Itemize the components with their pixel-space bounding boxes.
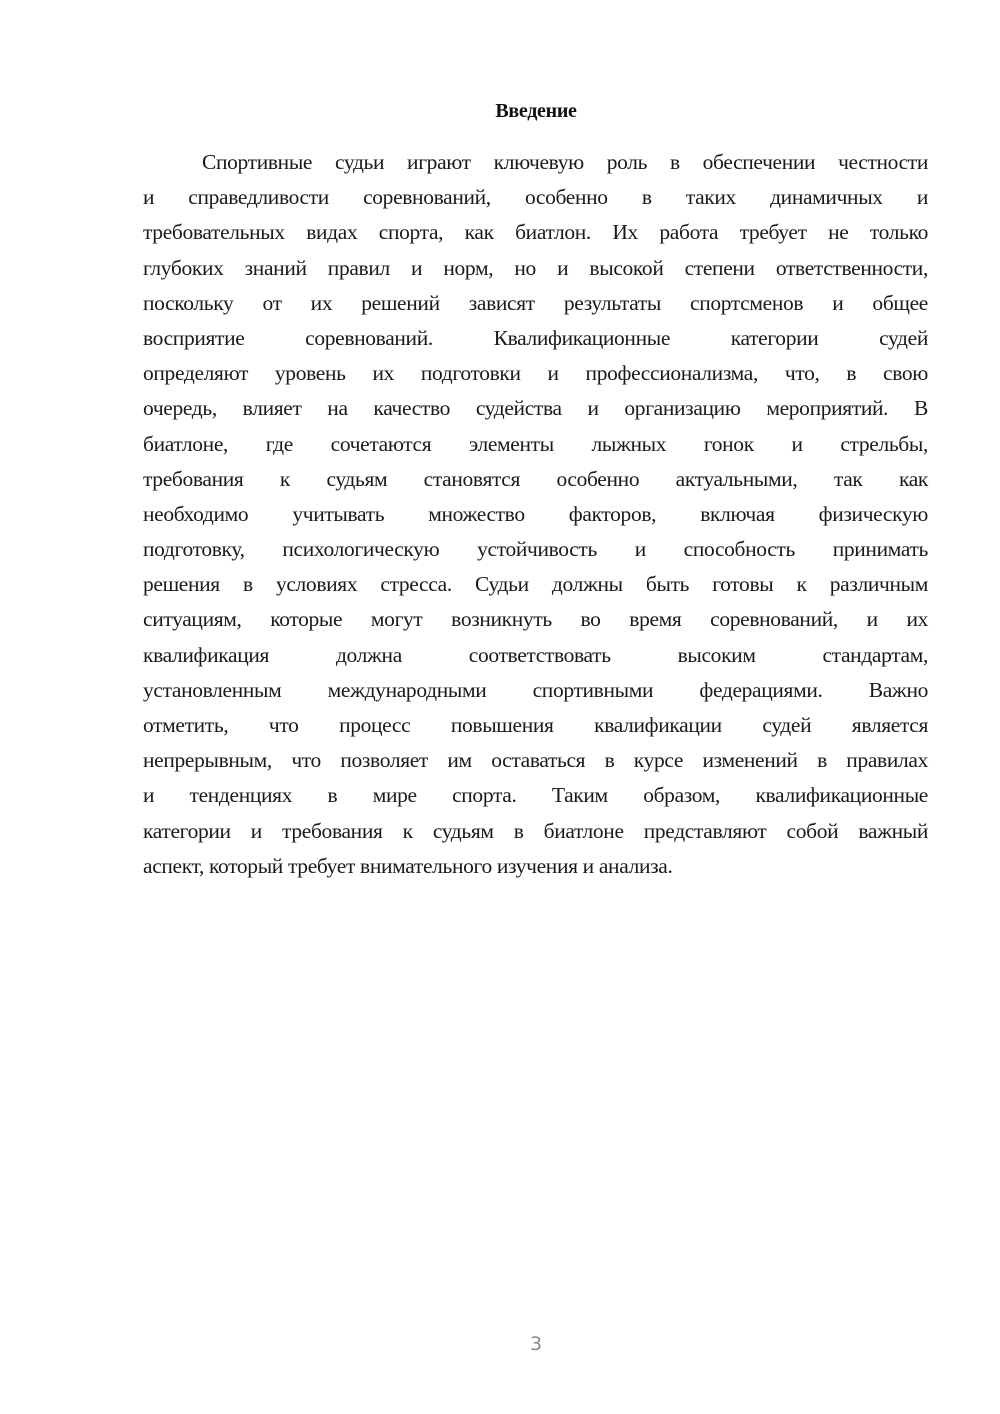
- paragraph-line: и тенденциях в мире спорта. Таким образом, квалификационные: [143, 783, 928, 808]
- paragraph-line: определяют уровень их подготовки и профессионализма, что, в свою: [143, 361, 928, 386]
- paragraph-line: решения в условиях стресса. Судьи должны быть готовы к различным: [143, 572, 928, 597]
- paragraph-line: Спортивные судьи играют ключевую роль в обеспечении честности: [202, 150, 928, 174]
- paragraph-line: необходимо учитывать множество факторов, включая физическую: [143, 501, 928, 526]
- paragraph-line: категории и требования к судьям в биатлоне представляют собой важный: [143, 818, 928, 843]
- section-heading: Введение: [495, 100, 577, 122]
- paragraph-line: поскольку от их решений зависят результаты спортсменов и общее: [143, 290, 928, 315]
- paragraph-line: квалификация должна соответствовать высоким стандартам,: [143, 642, 928, 667]
- paragraph-line: аспект, который требует внимательного изучения и анализа.: [143, 853, 673, 878]
- paragraph-line: глубоких знаний правил и норм, но и высокой степени ответственности,: [143, 255, 928, 280]
- body-paragraph: [143, 145, 928, 884]
- page-number: 3: [529, 1333, 543, 1355]
- paragraph-line: требования к судьям становятся особенно актуальными, так как: [143, 466, 928, 491]
- paragraph-line: непрерывным, что позволяет им оставаться в курсе изменений в правилах: [143, 748, 928, 773]
- paragraph-line: и справедливости соревнований, особенно в таких динамичных и: [143, 185, 928, 210]
- paragraph-line: подготовку, психологическую устойчивость и способность принимать: [143, 537, 928, 562]
- paragraph-line: требовательных видах спорта, как биатлон. Их работа требует не только: [143, 220, 928, 245]
- paragraph-line: отметить, что процесс повышения квалификации судей является: [143, 713, 928, 737]
- paragraph-line: установленным международными спортивными федерациями. Важно: [143, 677, 928, 702]
- paragraph-line: очередь, влияет на качество судейства и организацию мероприятий. В: [143, 396, 928, 421]
- paragraph-line: восприятие соревнований. Квалификационные категории судей: [143, 325, 928, 350]
- paragraph-line: биатлоне, где сочетаются элементы лыжных гонок и стрельбы,: [143, 431, 928, 456]
- paragraph-line: ситуациям, которые могут возникнуть во время соревнований, и их: [143, 607, 928, 632]
